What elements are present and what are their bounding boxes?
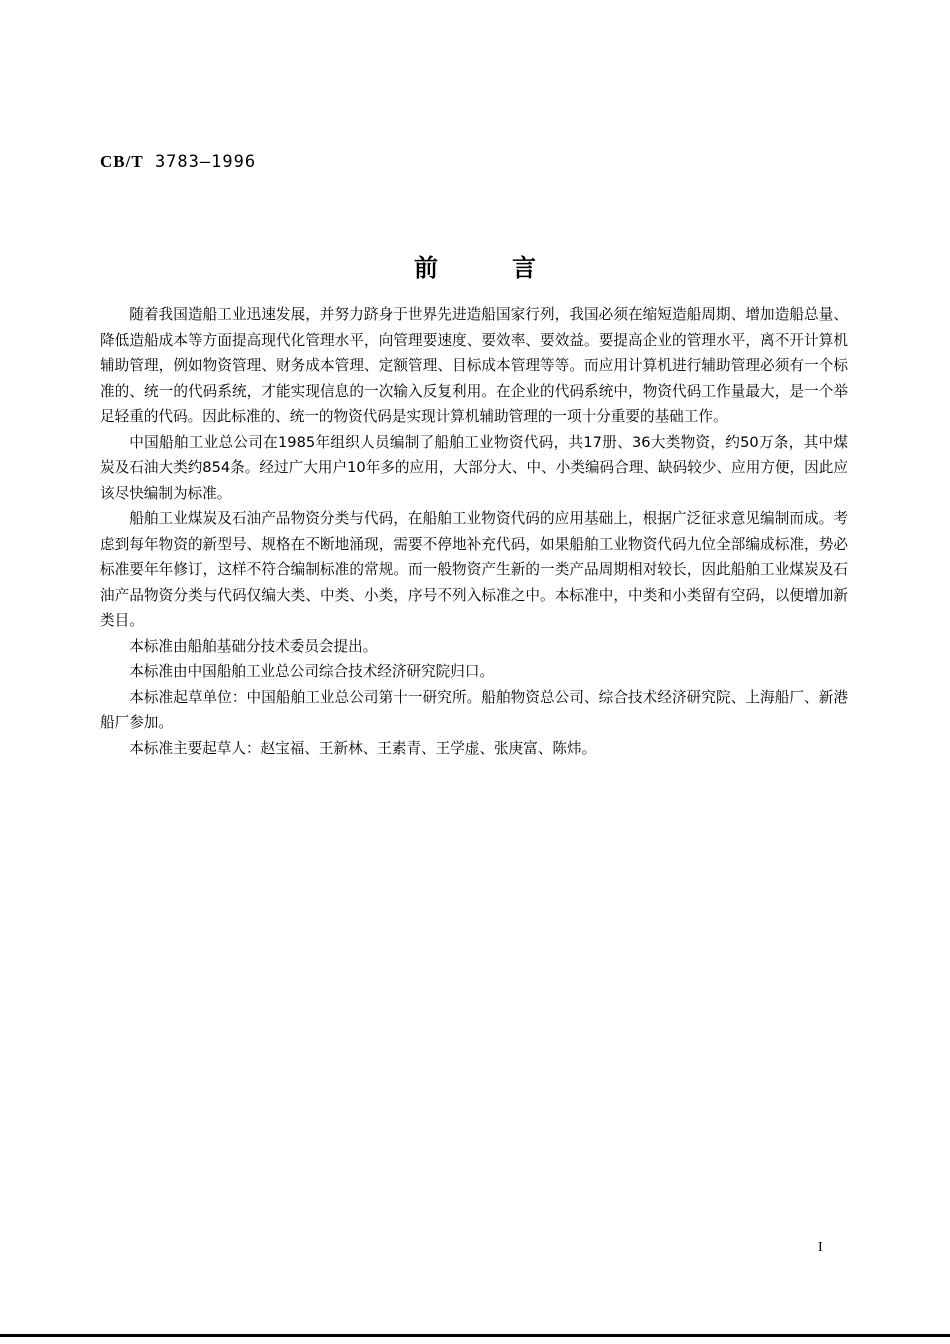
- foreword-body: [100, 302, 848, 761]
- document-code: [100, 152, 256, 172]
- paragraph: 本标准由船舶基础分技术委员会提出。: [129, 637, 378, 655]
- bottom-border: [0, 1334, 950, 1337]
- standard-prefix: CB/T: [100, 152, 144, 171]
- paragraph: 本标准主要起草人：赵宝福、王新林、王素青、王学虚、张庚富、陈炜。: [129, 739, 597, 757]
- paragraph: 中国船舶工业总公司在1985年组织人员编制了船舶工业物资代码，共17册、36大类物资，约50万条，其中煤炭及石油大类约854条。经过广大用户10年多的应用，大部分大、中、小类编码合理、缺码较少、应用方便，因此应该尽快编制为标准。: [100, 433, 848, 502]
- paragraph: 随着我国造船工业迅速发展，并努力跻身于世界先进造船国家行列，我国必须在缩短造船周期、增加造船总量、降低造船成本等方面提高现代化管理水平，向管理要速度、要效率、要效益。要提高企业的管理水平，离不开计算机辅助管理，例如物资管理、财务成本管理、定额管理、目标成本管理等等。而应用计算机进行辅助管理必须有一个标准的、统一的代码系统，才能实现信息的一次输入反复利用。在企业的代码系统中，物资代码工作量最大，是一个举足轻重的代码。因此标准的、统一的物资代码是实现计算机辅助管理的一项十分重要的基础工作。: [100, 306, 848, 425]
- title-char-1: 前: [414, 254, 438, 282]
- paragraph: 船舶工业煤炭及石油产品物资分类与代码，在船舶工业物资代码的应用基础上，根据广泛征求意见编制而成。考虑到每年物资的新型号、规格在不断地涌现，需要不停地补充代码，如果船舶工业物资代码九位全部编成标准，势必标准要年年修订，这样不符合编制标准的常规。而一般物资产生新的一类产品周期相对较长，因此船舶工业煤炭及石油产品物资分类与代码仅编大类、中类、小类，序号不列入标准之中。本标准中，中类和小类留有空码，以便增加新类目。: [100, 510, 848, 629]
- paragraph: 本标准由中国船舶工业总公司综合技术经济研究院归口。: [129, 663, 495, 680]
- standard-number: 3783—1996: [154, 152, 257, 172]
- page-title: [0, 248, 950, 283]
- title-char-2: 言: [512, 254, 536, 282]
- paragraph: 本标准起草单位：中国船舶工业总公司第十一研究所。船舶物资总公司、综合技术经济研究院、上海船厂、新港船厂参加。: [100, 688, 848, 731]
- page-number: I: [818, 1240, 823, 1255]
